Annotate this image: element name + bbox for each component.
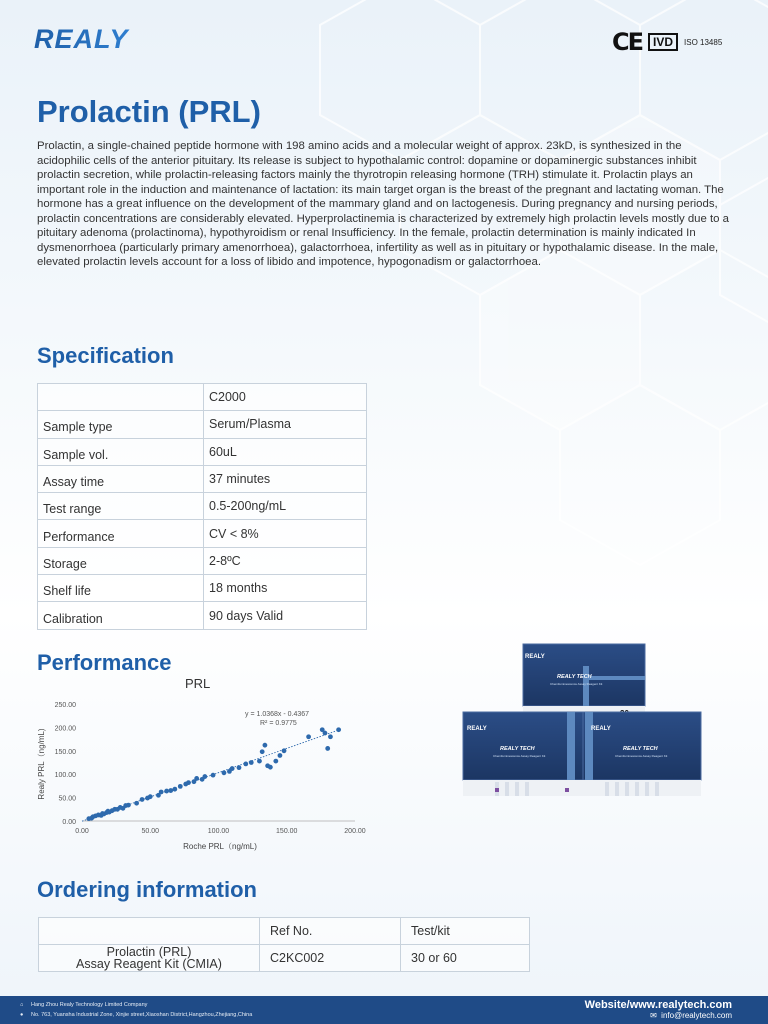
- data-point: [178, 784, 183, 789]
- realy-logo-mark: [34, 22, 154, 56]
- spec-value: CV < 8%: [204, 520, 367, 547]
- spec-value: Serum/Plasma: [204, 411, 367, 438]
- performance-heading: Performance: [37, 650, 172, 675]
- x-tick-label: 100.00: [207, 828, 230, 835]
- svg-text:Chemiluminescence Assay Reagen: Chemiluminescence Assay Reagent Kit: [615, 754, 668, 758]
- data-point: [140, 797, 145, 802]
- spec-row: [38, 493, 367, 520]
- svg-text:Chemiluminescence Assay Reagen: Chemiluminescence Assay Reagent Kit: [493, 754, 546, 758]
- realy-logo: [34, 22, 154, 56]
- data-point: [164, 789, 169, 794]
- spec-label: Calibration: [38, 602, 204, 629]
- data-point: [282, 748, 287, 753]
- data-point: [278, 753, 283, 758]
- data-point: [257, 759, 262, 764]
- spec-label: Assay time: [38, 465, 204, 492]
- svg-text:REALY TECH: REALY TECH: [557, 674, 592, 680]
- product-image: [455, 638, 717, 798]
- footer-address: ● No. 763, Yuansha Industrial Zone, Xinjie street,Xiaoshan District,Hangzhou,Zhejiang,China: [20, 1012, 253, 1018]
- y-tick-label: 50.00: [58, 795, 76, 803]
- data-point: [186, 780, 191, 785]
- specification-heading: Specification: [37, 343, 174, 368]
- data-point: [222, 770, 227, 775]
- data-point: [211, 773, 216, 778]
- page-title: Prolactin (PRL): [37, 94, 261, 129]
- ordering-table: [38, 917, 530, 972]
- svg-text:REALY TECH: REALY TECH: [500, 746, 535, 752]
- ordering-header-product: [39, 918, 260, 945]
- iso-mark: ISO 13485: [684, 37, 723, 47]
- data-point: [202, 774, 207, 779]
- ordering-heading: Ordering information: [37, 877, 257, 902]
- data-point: [325, 746, 330, 751]
- chart-equation: y = 1.0368x - 0.4367: [245, 711, 310, 718]
- prl-correlation-chart: [30, 668, 375, 860]
- spec-row: [38, 520, 367, 547]
- y-tick-label: 200.00: [54, 725, 76, 733]
- data-point: [328, 734, 333, 739]
- spec-label: Sample vol.: [38, 438, 204, 465]
- x-tick-label: 50.00: [141, 828, 160, 835]
- kit-box-left: [463, 712, 583, 780]
- spec-label: Test range: [38, 493, 204, 520]
- certification-marks: [612, 28, 722, 56]
- spec-label: Performance: [38, 520, 204, 547]
- spec-row: [38, 465, 367, 492]
- data-point: [230, 766, 235, 771]
- spec-row: [38, 602, 367, 629]
- y-tick-label: 250.00: [54, 702, 76, 709]
- x-tick-label: 0.00: [75, 828, 89, 835]
- ordering-header-ref: Ref No.: [260, 918, 401, 945]
- spec-value: 18 months: [204, 575, 367, 602]
- data-point: [237, 765, 242, 770]
- mail-icon: ✉: [650, 1011, 657, 1020]
- data-point: [306, 734, 311, 739]
- footer-email[interactable]: ✉ info@realytech.com: [650, 1011, 732, 1020]
- ordering-tests-per-kit: 30 or 60: [401, 945, 530, 972]
- svg-text:REALY TECH: REALY TECH: [623, 746, 658, 752]
- svg-text:REALY: REALY: [467, 726, 487, 732]
- location-icon: ●: [20, 1012, 24, 1018]
- y-tick-label: 0.00: [62, 819, 76, 826]
- ordering-ref-no: C2KC002: [260, 945, 401, 972]
- footer: [0, 996, 768, 1024]
- y-tick-label: 100.00: [54, 772, 76, 780]
- spec-label: Shelf life: [38, 575, 204, 602]
- data-point: [134, 801, 139, 806]
- data-point: [126, 803, 131, 808]
- specification-table: [37, 383, 367, 630]
- svg-text:REALY: REALY: [34, 24, 129, 54]
- data-point: [273, 759, 278, 764]
- spec-row: [38, 547, 367, 574]
- data-point: [336, 727, 341, 732]
- spec-row: [38, 411, 367, 438]
- spec-value: 90 days Valid: [204, 602, 367, 629]
- spec-value: 37 minutes: [204, 465, 367, 492]
- data-point: [323, 731, 328, 736]
- ordering-header-row: [39, 918, 530, 945]
- spec-header-row: [38, 384, 367, 411]
- intro-paragraph: Prolactin, a single-chained peptide hormone with 198 amino acids and a molecular weight of approx. 23kD, is synthesized in the acidophilic cells of the anterior pituitary. Its release is subject to hypothalamic control: dopamine or dopaminergic substances inhibit prolactin secretion, while prolactin-releasing factors mainly the thyrotropin releasing hormone (TRH) stimulate it. Prolactin plays an important role in the induction and maintenance of lactation: its main target organ is the breast of the pregnant and lactating woman. The hormone has a great influence on the development of the mammary gland and on lactogenesis. During pregnancy and nursing periods, prolactin concentrations are considerably elevated. Hyperprolactinemia is characterized by extremely high prolactin levels mostly due to a pituitary adenoma (prolactinoma), hypothyroidism or renal Insufficiency. In the female, prolactin determination is mainly indicated In dysmenorrhoea (particularly primary amenorrhoea), galactorrhoea, infertility as well as in pituitary or hypothalamic disease. In the male, elevated prolactin levels account for a loss of libido and impotence, hypogonadism or galactorrhoea.: [37, 140, 730, 269]
- ordering-product-name: [39, 945, 260, 972]
- spec-value: 2-8ºC: [204, 547, 367, 574]
- x-axis-label: Roche PRL（ng/mL): [183, 842, 257, 851]
- footer-website[interactable]: Website/www.realytech.com: [584, 999, 732, 1011]
- svg-text:Chemiluminescence Assay Reagen: Chemiluminescence Assay Reagent Kit: [550, 682, 603, 686]
- y-tick-label: 150.00: [54, 748, 76, 756]
- svg-text:REALY: REALY: [525, 654, 545, 660]
- data-point: [243, 762, 248, 767]
- x-tick-label: 150.00: [276, 828, 298, 835]
- ordering-header-tests: Test/kit: [401, 918, 530, 945]
- home-icon: ⌂: [20, 1002, 24, 1008]
- ce-mark: CE: [612, 28, 643, 56]
- data-point: [260, 749, 265, 754]
- data-point: [172, 787, 177, 792]
- spec-header-model: C2000: [204, 384, 367, 411]
- kit-box-back: [523, 644, 645, 718]
- data-point: [159, 790, 164, 795]
- svg-text:REALY: REALY: [591, 726, 611, 732]
- chart-title: PRL: [185, 676, 211, 691]
- spec-value: 60uL: [204, 438, 367, 465]
- product-name-line1: Prolactin (PRL): [106, 945, 192, 959]
- spec-row: [38, 438, 367, 465]
- spec-header-empty: [38, 384, 204, 411]
- spec-row: [38, 575, 367, 602]
- chart-r-squared: R² = 0.9775: [260, 720, 297, 727]
- footer-company: ⌂ Hang Zhou Realy Technology Limited Company: [20, 1002, 148, 1008]
- ivd-mark: IVD: [648, 33, 678, 51]
- footer-company-info: [20, 1000, 252, 1020]
- data-point: [168, 788, 173, 793]
- data-point: [263, 743, 268, 748]
- spec-label: Sample type: [38, 411, 204, 438]
- data-point: [148, 794, 153, 799]
- spec-label: Storage: [38, 547, 204, 574]
- data-point: [268, 765, 273, 770]
- product-name-line2: Assay Reagent Kit (CMIA): [76, 957, 222, 971]
- data-point: [249, 760, 254, 765]
- kit-box-right: [583, 712, 701, 780]
- y-axis-label: Realy PRL（ng/mL): [37, 728, 46, 800]
- spec-value: 0.5-200ng/mL: [204, 493, 367, 520]
- ordering-row: [39, 945, 530, 972]
- data-point: [194, 776, 199, 781]
- x-tick-label: 200.00: [344, 828, 366, 835]
